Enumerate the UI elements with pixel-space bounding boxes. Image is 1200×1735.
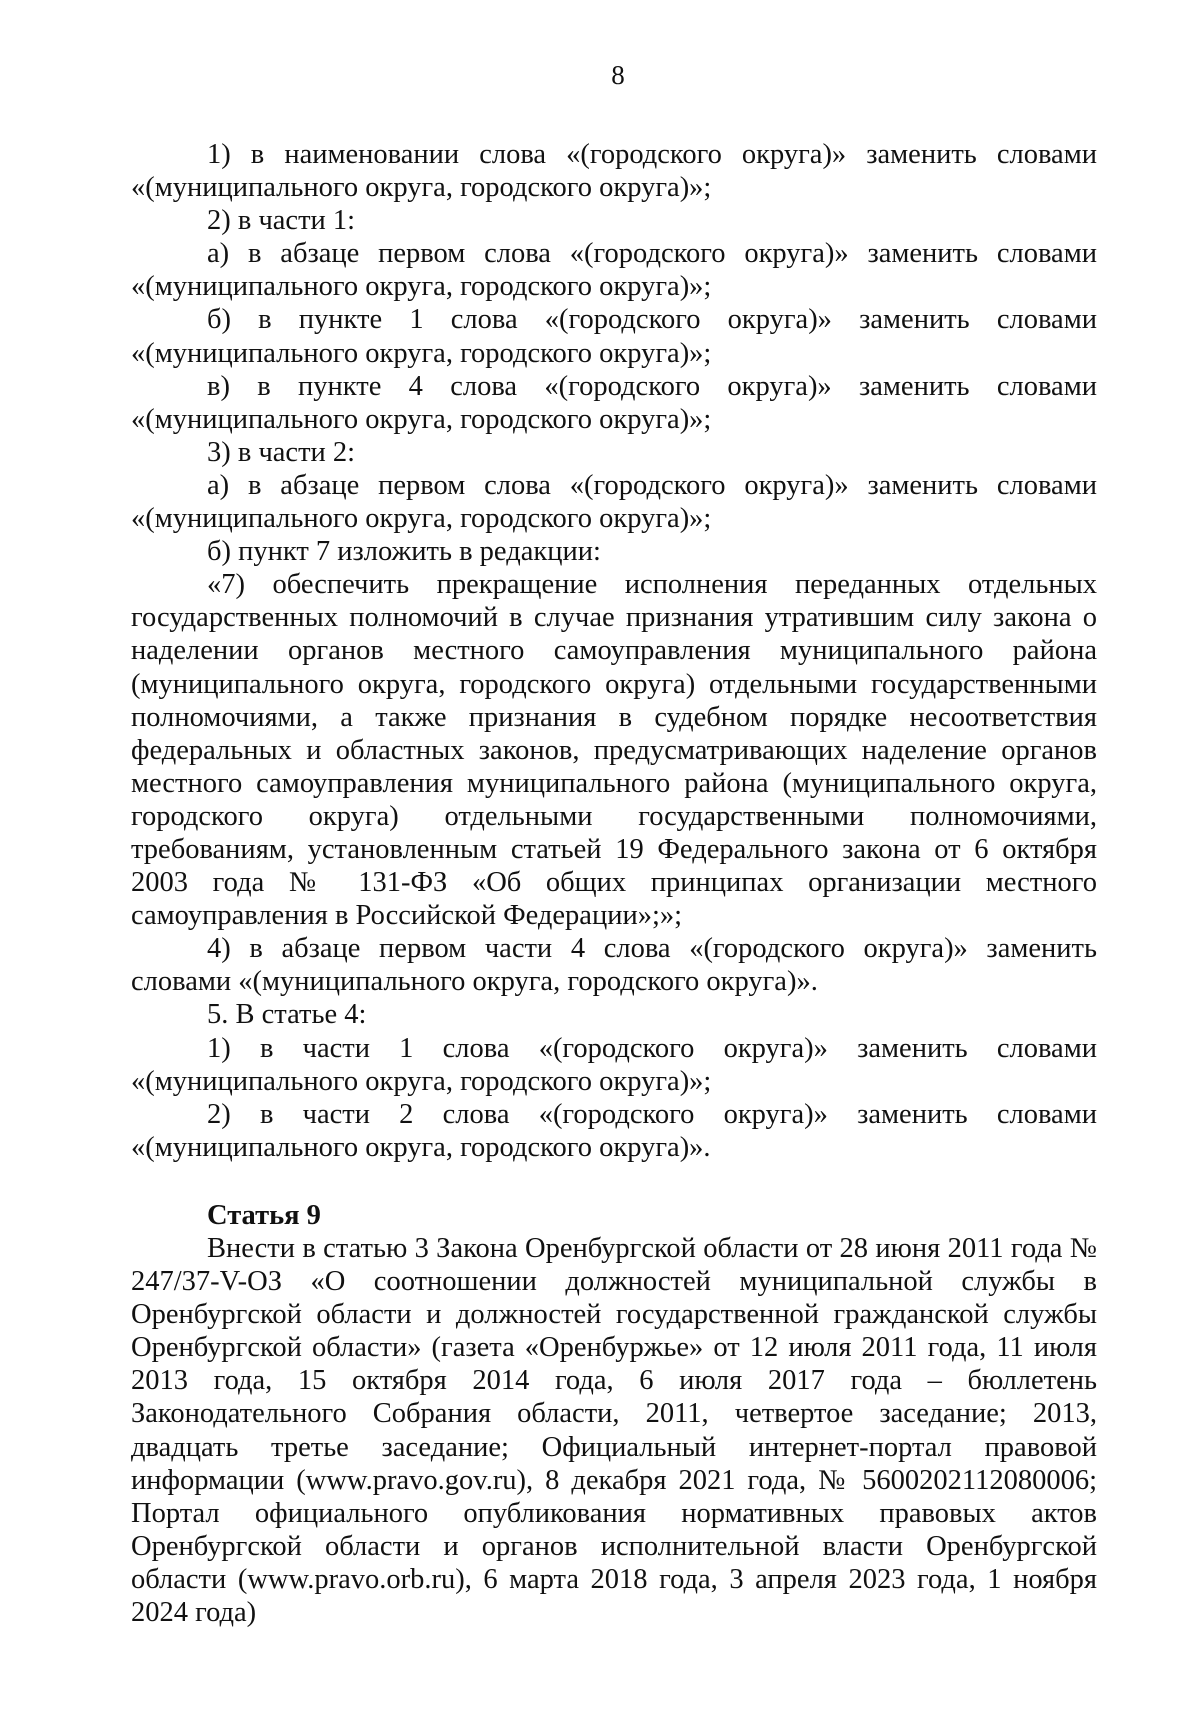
paragraph: «7) обеспечить прекращение исполнения переданных отдельных государственных полномочий в случае признания утратившим силу закона о наделении органов местного самоуправления муниципального района (муниципального округа, городского округа) отдельными государственными полномочиями, а также признания в судебном порядке несоответствия федеральных и областных законов, предусматривающих наделение органов местного самоуправления муниципального района (муниципального округа, городского округа) отдельными государственными полномочиями, требованиям, установленным статьей 19 Федерального закона от 6 октября 2003 года № 131-ФЗ «Об общих принципах организации местного самоуправления в Российской Федерации»;»; (131, 569, 1097, 932)
article-text: Внести в статью 3 Закона Оренбургской области от 28 июня 2011 года № 247/37-V-ОЗ «О соотношении должностей муниципальной службы в Оренбургской области и должностей государственной гражданской службы Оренбургской области» (газета «Оренбуржье» от 12 июля 2011 года, 11 июля 2013 года, 15 октября 2014 года, 6 июля 2017 года – бюллетень Законодательного Собрания области, 2011, четвертое заседание; 2013, двадцать третье заседание; Официальный интернет-портал правовой информации (www.pravo.gov.ru), 8 декабря 2021 года, № 5600202112080006; Портал официального опубликования нормативных правовых актов Оренбургской области и органов исполнительной власти Оренбургской области (www.pravo.orb.ru), 6 марта 2018 года, 3 апреля 2023 года, 1 ноября 2024 года) (131, 1233, 1097, 1629)
article-heading: Статья 9 (207, 1199, 321, 1231)
paragraph: 2) в части 2 слова «(городского округа)» заменить словами «(муниципального округа, городского округа)». (131, 1098, 1097, 1163)
page-number: 8 (611, 60, 625, 90)
paragraph: в) в пункте 4 слова «(городского округа)» заменить словами «(муниципального округа, городского округа)»; (131, 370, 1097, 435)
paragraph: 4) в абзаце первом части 4 слова «(городского округа)» заменить словами «(муниципального округа, городского округа)». (131, 933, 1097, 998)
paragraph: б) пункт 7 изложить в редакции: (207, 536, 601, 568)
paragraph: 1) в части 1 слова «(городского округа)» заменить словами «(муниципального округа, городского округа)»; (131, 1032, 1097, 1097)
paragraph: 5. В статье 4: (207, 999, 367, 1031)
paragraph: 2) в части 1: (207, 205, 356, 237)
paragraph: б) в пункте 1 слова «(городского округа)» заменить словами «(муниципального округа, городского округа)»; (131, 304, 1097, 369)
paragraph: 3) в части 2: (207, 436, 356, 468)
paragraph: 1) в наименовании слова «(городского округа)» заменить словами «(муниципального округа, городского округа)»; (131, 139, 1097, 204)
paragraph: а) в абзаце первом слова «(городского округа)» заменить словами «(муниципального округа, городского округа)»; (131, 469, 1097, 535)
document-body (131, 138, 1097, 1629)
paragraph: а) в абзаце первом слова «(городского округа)» заменить словами «(муниципального округа, городского округа)»; (131, 238, 1097, 303)
